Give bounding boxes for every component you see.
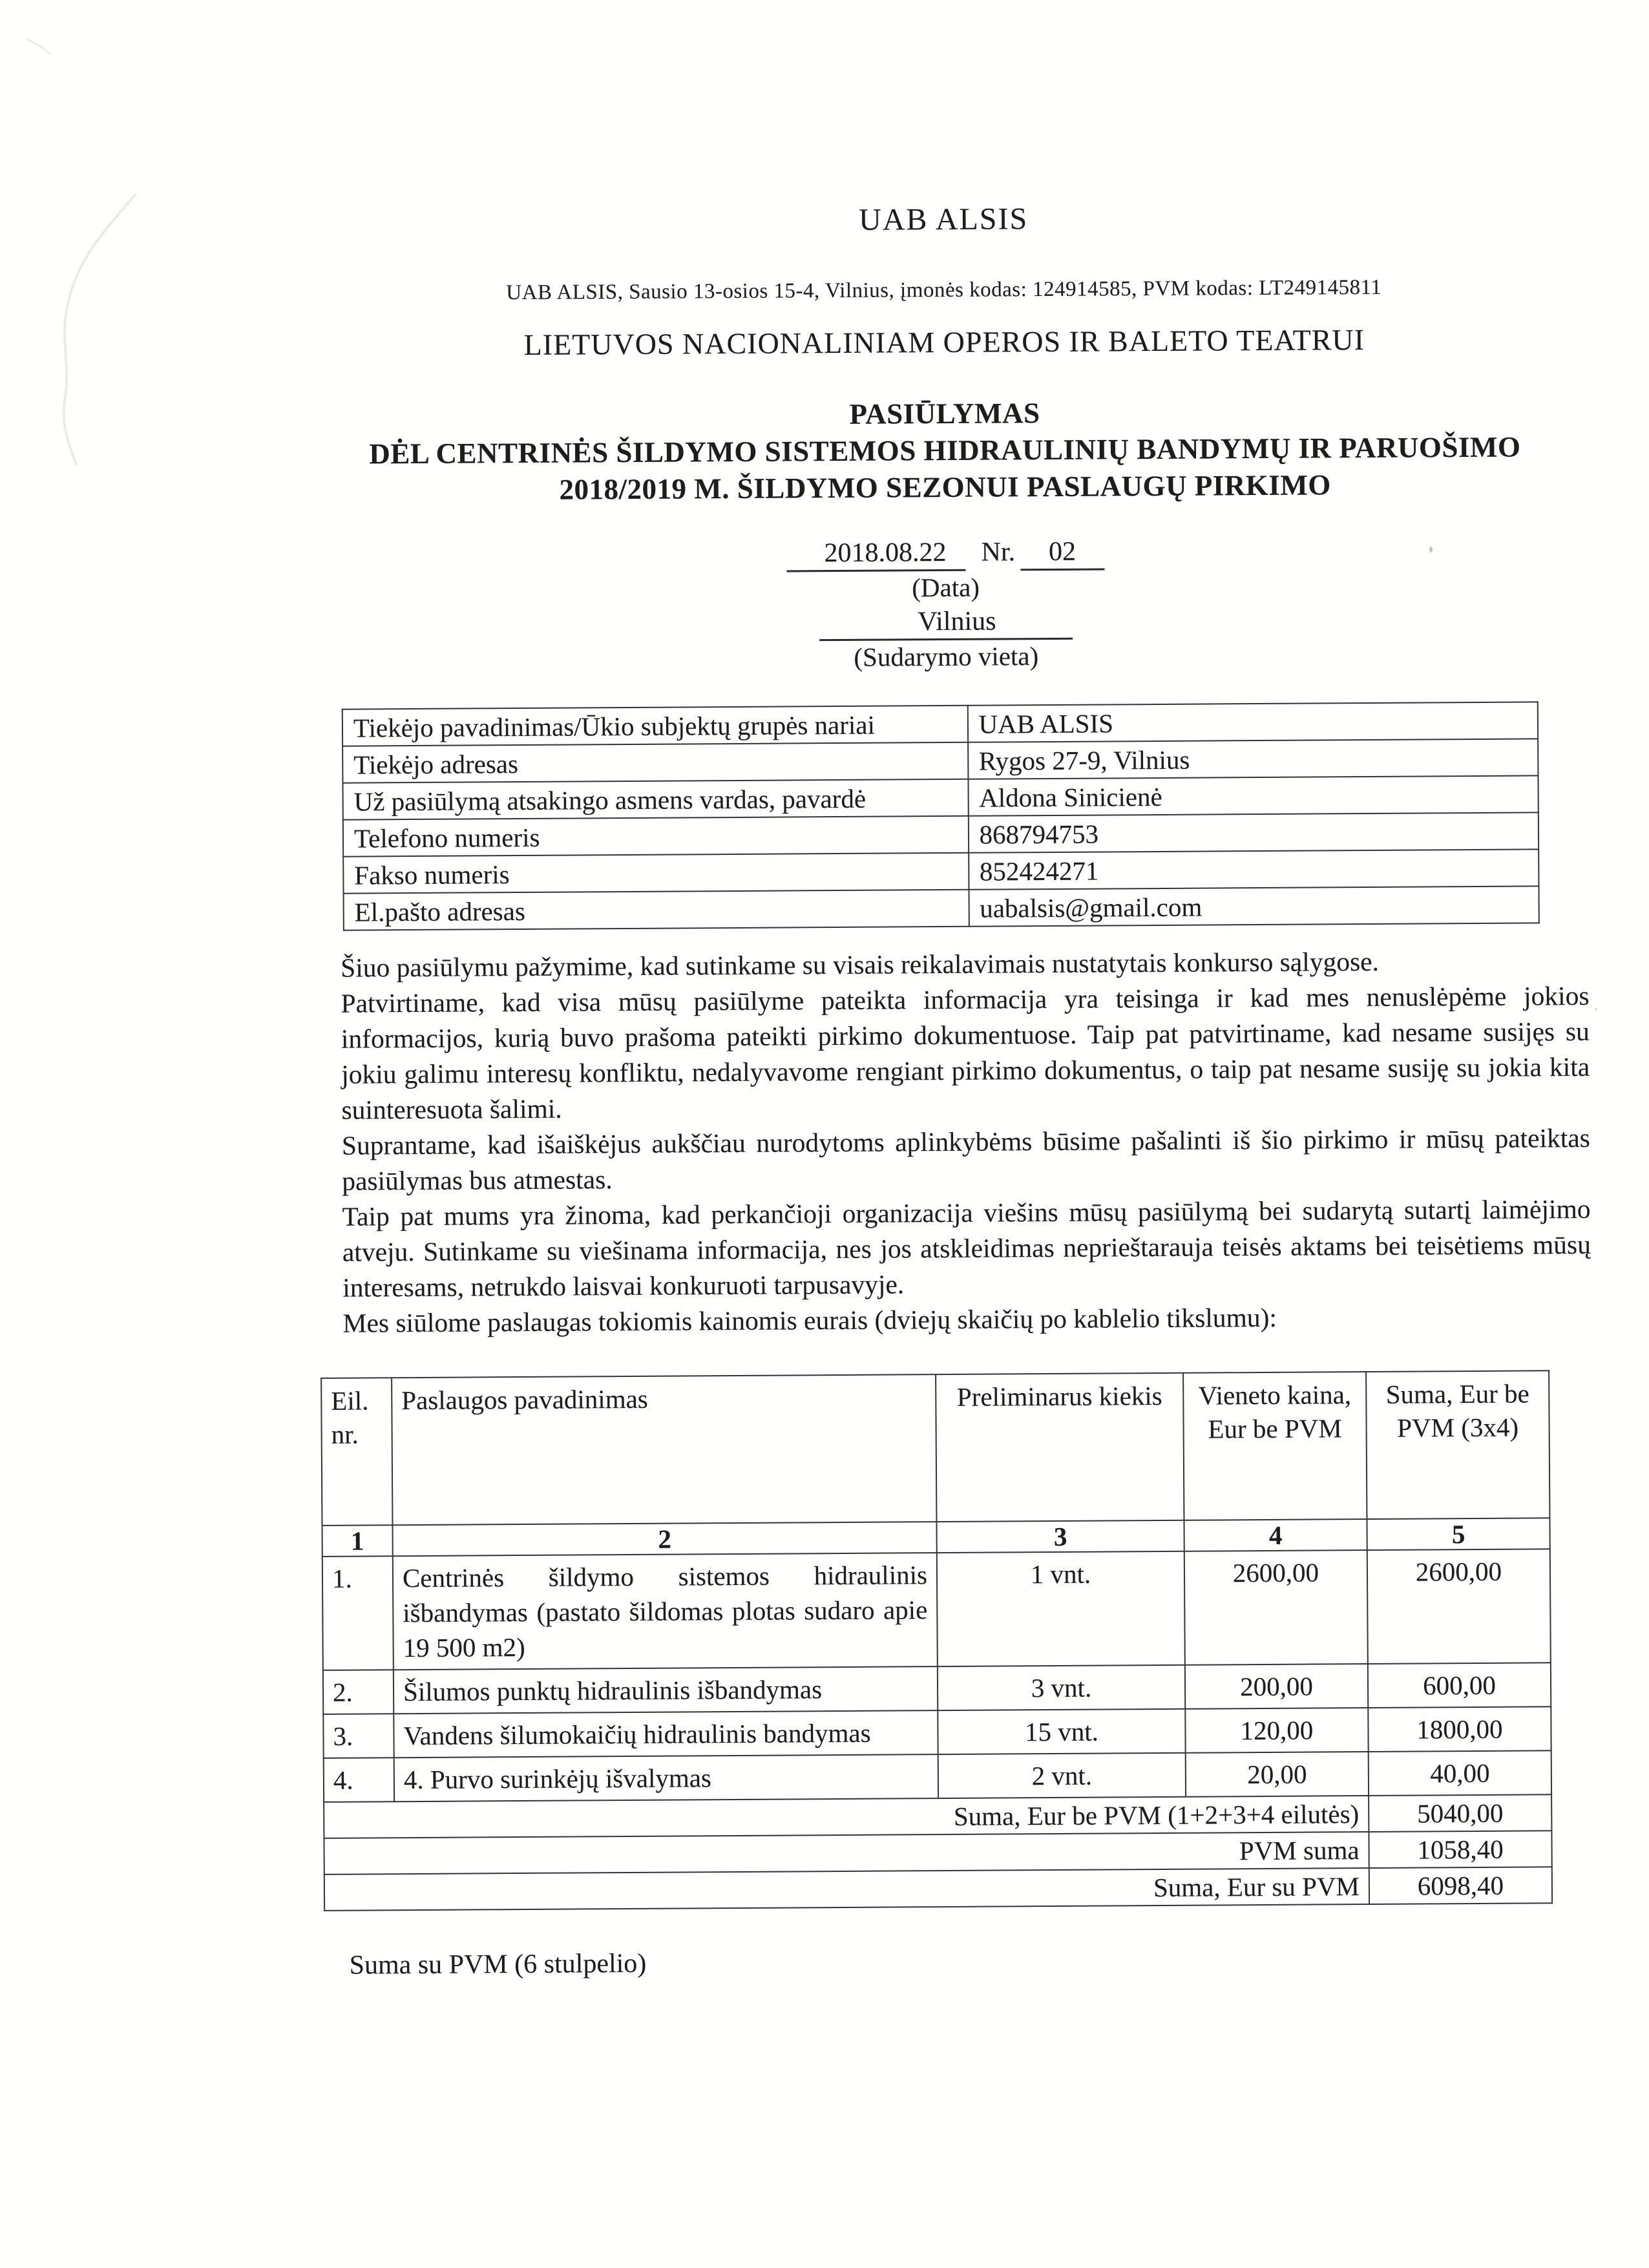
summary-value: 1058,40 xyxy=(1369,1831,1551,1868)
supplier-field-label: Už pasiūlymą atsakingo asmens vardas, pavardė xyxy=(342,779,968,820)
column-number: 4 xyxy=(1184,1519,1367,1551)
supplier-info-table xyxy=(342,701,1540,930)
title-line-3: 2018/2019 M. ŠILDYMO SEZONUI PASLAUGŲ PIRKIMO xyxy=(559,468,1331,506)
table-row xyxy=(324,1750,1551,1802)
table-row xyxy=(344,886,1539,930)
company-heading: UAB ALSIS xyxy=(858,202,1029,237)
supplier-field-label: Telefono numeris xyxy=(343,816,969,857)
service-unit-price: 2600,00 xyxy=(1184,1550,1368,1665)
table-row xyxy=(322,1549,1551,1670)
paragraph: Patvirtiname, kad visa mūsų pasiūlyme pateikta informacija yra teisinga ir kad mes nenuslėpėme jokios informacijos, kurią buvo prašoma pateikti pirkimo dokumentuose. Taip pat patvirtiname, kad nesame susijęs su jokiu galimu interesų konfliktu, nedalyvavome rengiant pirkimo dokumentus, o taip pat nesame susiję su jokia kita suinteresuota šalimi. xyxy=(341,980,1590,1125)
service-sum: 2600,00 xyxy=(1367,1549,1551,1664)
column-header-service: Paslaugos pavadinimas xyxy=(392,1374,936,1525)
column-number: 1 xyxy=(322,1525,392,1557)
number-label: Nr. xyxy=(981,537,1016,567)
summary-value: 6098,40 xyxy=(1369,1867,1552,1904)
table-header-row xyxy=(321,1370,1549,1526)
table-row xyxy=(323,1706,1551,1758)
service-unit-price: 20,00 xyxy=(1186,1752,1369,1797)
footer-note: Suma su PVM (6 stulpelio) xyxy=(349,1948,647,1980)
paragraph: Taip pat mums yra žinoma, kad perkančioji organizacija viešins mūsų pasiūlymą bei sudarytą sutartį laimėjimo atveju. Sutinkame su viešinama informacija, nes jos atskleidimas neprieštarauja teisės aktams bei teisėtiems mūsų interesams, netrukdo laisvai konkuruoti tarpusavyje. xyxy=(342,1193,1591,1303)
row-number: 4. xyxy=(324,1758,394,1802)
service-name: Centrinės šildymo sistemos hidraulinis išbandymas (pastato šildomas plotas sudaro apie 19 500 m2) xyxy=(393,1553,938,1670)
table-row xyxy=(323,1663,1551,1714)
date-value: 2018.08.22 xyxy=(786,536,965,572)
supplier-field-label: Fakso numeris xyxy=(343,853,969,894)
supplier-field-value: uabalsis@gmail.com xyxy=(969,886,1539,926)
supplier-field-label: Tiekėjo adresas xyxy=(342,742,968,783)
column-number: 3 xyxy=(936,1520,1184,1553)
service-unit-price: 120,00 xyxy=(1185,1708,1368,1753)
row-number: 1. xyxy=(322,1556,394,1670)
service-qty: 2 vnt. xyxy=(938,1753,1186,1798)
column-number: 5 xyxy=(1367,1518,1549,1550)
service-name: Šilumos punktų hidraulinis išbandymas xyxy=(394,1666,938,1714)
column-number: 2 xyxy=(392,1522,936,1556)
paragraph: Mes siūlome paslaugas tokiomis kainomis eurais (dviejų skaičių po kablelio tikslumu): xyxy=(342,1302,1277,1338)
summary-label: PVM suma xyxy=(324,1832,1369,1874)
supplier-field-value: 868794753 xyxy=(968,812,1539,852)
addressee-line: LIETUVOS NACIONALINIAM OPEROS IR BALETO TEATRUI xyxy=(523,323,1365,361)
place-value: Vilnius xyxy=(819,605,1072,641)
summary-label: Suma, Eur be PVM (1+2+3+4 eilutės) xyxy=(324,1796,1369,1838)
document-title xyxy=(239,391,1649,510)
supplier-field-label: El.pašto adresas xyxy=(344,890,969,930)
column-header-sum: Suma, Eur be PVM (3x4) xyxy=(1366,1370,1549,1519)
service-unit-price: 200,00 xyxy=(1185,1664,1368,1709)
row-number: 2. xyxy=(323,1670,394,1714)
paragraph: Suprantame, kad išaiškėjus aukščiau nurodytoms aplinkybėms būsime pašalinti iš šio pirkimo ir mūsų pateiktas pasiūlymas bus atmestas. xyxy=(341,1122,1591,1196)
date-caption: (Data) xyxy=(912,572,980,603)
summary-value: 5040,00 xyxy=(1369,1794,1551,1832)
column-header-unit-price: Vieneto kaina, Eur be PVM xyxy=(1183,1372,1367,1520)
column-header-qty: Preliminarus kiekis xyxy=(936,1373,1184,1522)
row-number: 3. xyxy=(323,1714,394,1758)
offer-pricing-table xyxy=(320,1370,1553,1911)
supplier-field-label: Tiekėjo pavadinimas/Ūkio subjektų grupės nariai xyxy=(342,706,968,746)
summary-row xyxy=(324,1867,1552,1911)
service-name: 4. Purvo surinkėjų išvalymas xyxy=(394,1754,938,1801)
service-qty: 1 vnt. xyxy=(937,1551,1185,1666)
service-qty: 3 vnt. xyxy=(938,1665,1185,1710)
title-line-1: PASIŪLYMAS xyxy=(849,397,1040,430)
supplier-field-value: UAB ALSIS xyxy=(967,702,1538,742)
service-sum: 1800,00 xyxy=(1368,1706,1551,1752)
title-line-2: DĖL CENTRINĖS ŠILDYMO SISTEMOS HIDRAULINIŲ BANDYMŲ IR PARUOŠIMO xyxy=(369,430,1521,470)
service-qty: 15 vnt. xyxy=(938,1709,1185,1754)
scan-wrinkle-artifact xyxy=(0,0,258,582)
service-sum: 40,00 xyxy=(1369,1750,1551,1796)
supplier-field-value: Aldona Sinicienė xyxy=(968,775,1539,815)
summary-label: Suma, Eur su PVM xyxy=(324,1868,1369,1911)
number-value: 02 xyxy=(1020,535,1104,571)
supplier-field-value: 852424271 xyxy=(969,849,1539,889)
service-sum: 600,00 xyxy=(1368,1663,1551,1708)
paragraph: Šiuo pasiūlymu pažymime, kad sutinkame su visais reikalavimais nustatytais konkurso sąlygose. xyxy=(341,946,1380,983)
column-header-nr: Eil. nr. xyxy=(321,1378,392,1526)
document-content xyxy=(238,197,1649,1982)
place-caption: (Sudarymo vieta) xyxy=(854,641,1039,672)
service-name: Vandens šilumokaičių hidraulinis bandymas xyxy=(394,1710,938,1758)
declaration-paragraphs xyxy=(341,943,1591,1341)
company-info-line: UAB ALSIS, Sausio 13-osios 15-4, Vilnius, įmonės kodas: 124914585, PVM kodas: LT249145811 xyxy=(506,275,1382,305)
supplier-field-value: Rygos 27-9, Vilnius xyxy=(968,739,1539,779)
